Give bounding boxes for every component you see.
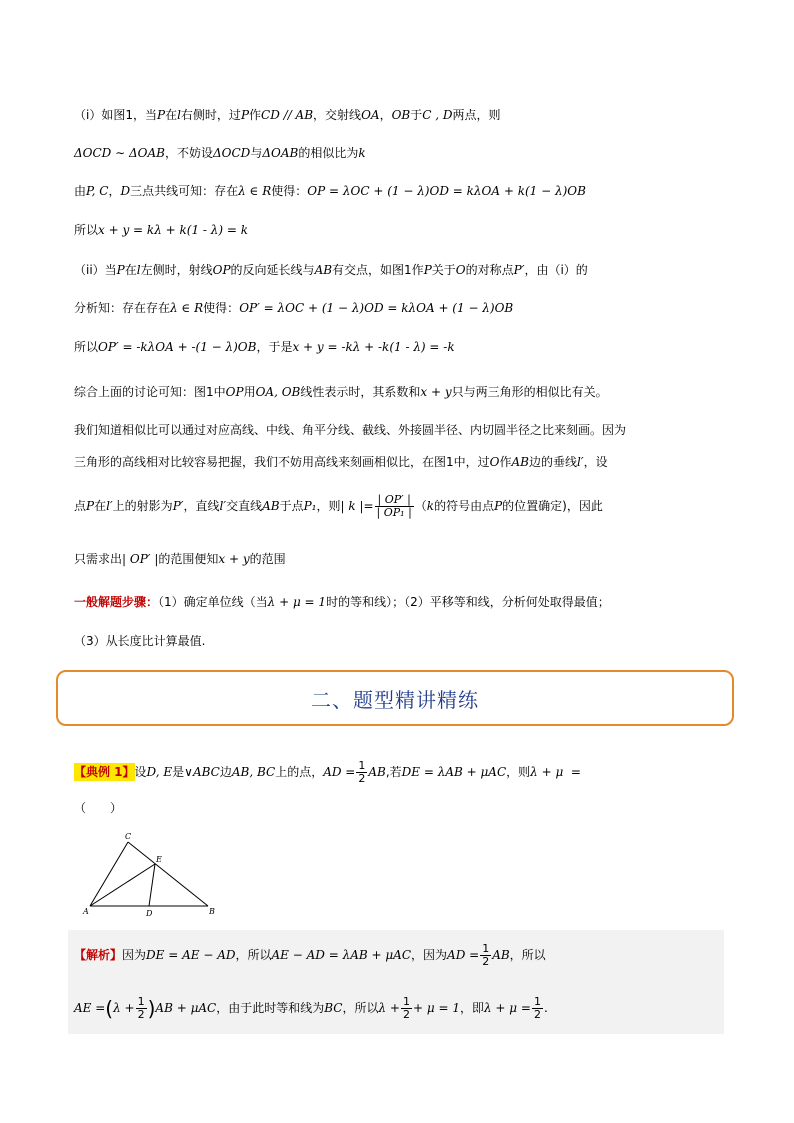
para-i-line4: 所以x + y = kλ + k(1 - λ) = k — [74, 223, 249, 237]
ratio-fraction: $\frac{| OP' |}{\text{| OP₁ |}}$ — [376, 493, 412, 519]
summary-line: 综合上面的讨论可知：图1中OP用OA, OB线性表示时，其系数和x + y只与两三角形的相似比有关。 — [74, 385, 608, 399]
answer-tag: 【解析】 — [74, 948, 123, 962]
label-C: C — [125, 832, 132, 841]
para-i-line1: （i）如图1，当P在l右侧时，过P作CD // AB，交射线OA，OB于C , D两点，则 — [74, 108, 501, 122]
example-tag: 【典例 1】 — [74, 765, 135, 779]
para-ii-line3: 所以OP′ = -kλOA + -(1 − λ)OB，于是x + y = -kλ + -k(1 - λ) = -k — [74, 340, 455, 354]
example-line: 【典例 1】设D, E是∨ABC边AB, BC上的点，AD = $\frac{1}{2}$ AB,若DE = λAB + μAC，则λ + μ = — [74, 759, 581, 785]
answer-fraction-4: $\frac{1}{2}$ — [533, 995, 541, 1021]
steps-label: 一般解题步骤： — [74, 595, 159, 609]
height-para-line3: 点P在l′上的射影为P′，直线l′交直线AB于点P₁，则| k |= $\frac{| OP' |}{\text{| OP₁ |}}$ （k的符号由点P的位置确定)，因此 — [74, 493, 603, 519]
label-D: D — [146, 909, 153, 918]
height-para-line1: 我们知道相似比可以通过对应高线、中线、角平分线、截线、外接圆半径、内切圆半径之比来刻画。因为 — [74, 423, 627, 437]
steps-line2: （3）从长度比计算最值. — [74, 634, 206, 648]
answer-fraction-3: $\frac{1}{2}$ — [402, 995, 410, 1021]
example-answer-paren: （ ） — [74, 801, 123, 815]
height-para-line4: 只需求出| OP′ |的范围便知x + y的范围 — [74, 552, 286, 566]
segment-AE — [90, 864, 155, 906]
section-title: 二、题型精讲精练 — [311, 687, 479, 712]
para-i-line3: 由P, C，D三点共线可知：存在λ ∈ R使得：OP = λOC + (1 − λ)OD = kλOA + k(1 − λ)OB — [74, 184, 586, 198]
para-i-line2: ΔOCD ∼ ΔOAB，不妨设ΔOCD与ΔOAB的相似比为k — [74, 146, 366, 160]
height-para-line2: 三角形的高线相对比较容易把握，我们不妨用高线来刻画相似比，在图1中，过O作AB边的垂线l′，设 — [74, 455, 608, 469]
segment-DE — [149, 864, 155, 906]
vector-equation-1: OP = λOC + (1 − λ)OD = kλOA + k(1 − λ)OB — [307, 184, 586, 198]
answer-fraction-1: $\frac{1}{2}$ — [482, 942, 490, 968]
label-B: B — [209, 907, 215, 916]
answer-line1: 【解析】因为DE = AE − AD，所以AE − AD = λAB + μAC，因为AD = $\frac{1}{2}$ AB，所以 — [74, 942, 546, 968]
answer-line2: AE =(λ + $\frac{1}{2}$ )AB + μAC，由于此时等和线为BC，所以λ + $\frac{1}{2}$ + μ = 1，即λ + μ = $\frac{1}{2}$ . — [74, 995, 548, 1021]
example-fraction: $\frac{1}{2}$ — [358, 759, 366, 785]
para-ii-line1: （ii）当P在l左侧时，射线OP的反向延长线与AB有交点，如图1作P关于O的对称点P′，由（i）的 — [74, 263, 588, 277]
triangle-figure — [80, 830, 220, 920]
vector-equation-2: OP′ = λOC + (1 − λ)OD = kλOA + (1 − λ)OB — [239, 301, 514, 315]
section-title-box — [56, 670, 734, 726]
label-A: A — [83, 907, 89, 916]
para-ii-line2: 分析知：存在存在λ ∈ R使得：OP′ = λOC + (1 − λ)OD = kλOA + (1 − λ)OB — [74, 301, 514, 315]
side-AC — [90, 842, 128, 906]
answer-fraction-2: $\frac{1}{2}$ — [137, 995, 145, 1021]
label-E: E — [156, 855, 162, 864]
steps-line1: 一般解题步骤：（1）确定单位线（当λ + μ = 1时的等和线）；（2）平移等和线，分析何处取得最值； — [74, 595, 610, 609]
